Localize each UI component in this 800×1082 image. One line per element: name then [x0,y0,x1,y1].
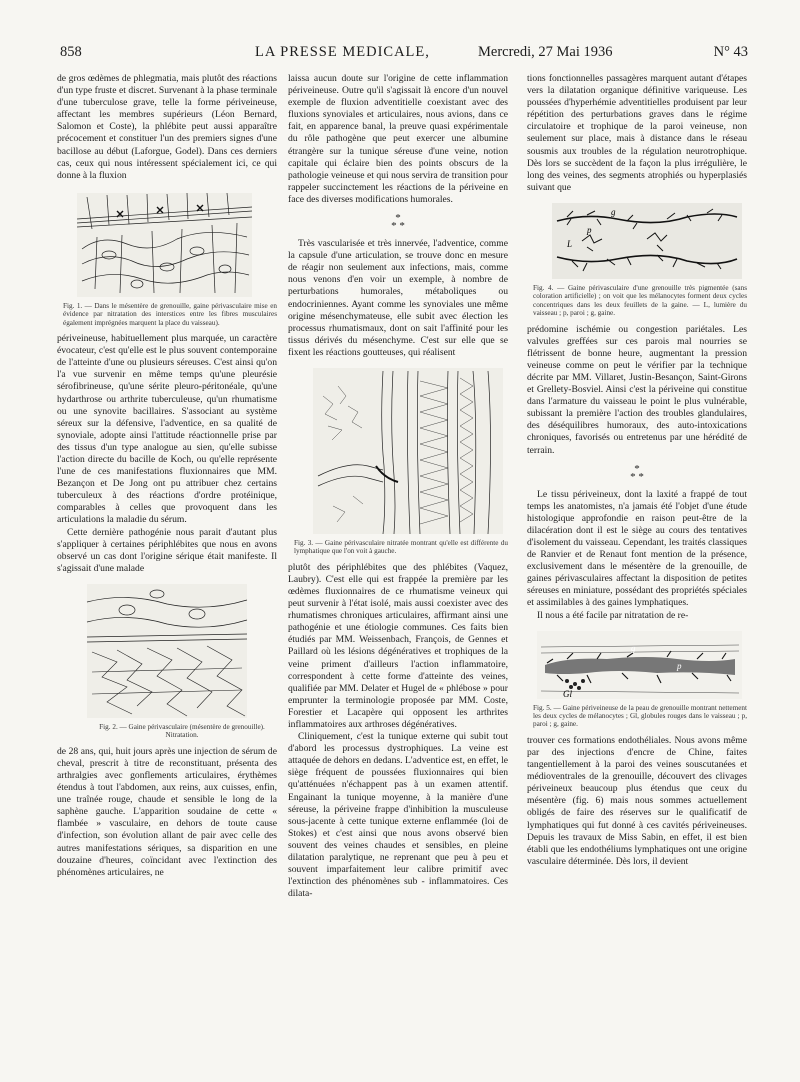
page-header [60,44,748,66]
section-separator: * * * [630,462,644,483]
figure-3-caption: Fig. 3. — Gaine périvasculaire nitratée montrant qu'elle est différente du lymphatique que l'on voit à gauche. [294,538,508,556]
figure-5 [527,629,747,729]
figure-5-label-p: p [677,660,682,671]
paragraph: périveineuse, habituellement plus marquée, un caractère évocateur, c'est qu'elle est le plus souvent contemporaine de l'atteinte d'une ou plusieurs séreuses. C'est ainsi qu'on l'a vue survenir en même temps qu'une pleurésie sérofibrineuse, qu'une sérite pleuro-péritonéale, qu'une hydarthrose ou arthrite tuberculeuse, qu'un rhumatisme ou une synovite bacillaires. S'associant au système séreux sur la défensive, l'adventice, en sa qualité de synoviale, adopte ainsi l'attitude réactionnelle prise par des tissus d'un type analogue au sien, qu'elle subisse l'action directe du bacille de Koch, ou qu'elle représente l'une de ces manifestations fluxionnaires que MM. Bezançon et De Jong ont pu attribuer chez certains tuberculeux à des réactions d'ordre protéinique, comparables à celles que provoquent dans les articulations la maladie du sérum. [57,333,277,526]
figure-3 [288,366,508,556]
figure-3-illustration [288,366,508,536]
figure-4-illustration [527,201,747,281]
paragraph: Il nous a été facile par nitratation de re- [537,609,689,621]
figure-4-label-g: g [611,206,616,217]
paragraph: laissa aucun doute sur l'origine de cette inflammation périveineuse. Outre qu'il s'agissait là encore d'un nouvel exemple de fluxion adventitielle coexistant avec des fluxions synoviales et articulaires, nous avions, dans ce fait, en apparence banal, la preuve quasi expérimentale du rôle pathogène que peut exercer une albumine étrangère sur la tunique séreuse d'une veine, notion capitale qui éclaire bien des points obscurs de la pathologie veineuse et qui nous servira de transition pour rappeler succinctement les réactions de la périveine en face des diverses modifications humorales. [288,73,508,205]
figure-2 [57,582,277,740]
journal-title: LA PRESSE MEDICALE, [255,44,430,60]
figure-5-label-g: g [631,642,636,653]
figure-4-caption: Fig. 4. — Gaine périvasculaire d'une grenouille très pigmentée (sans coloration artificielle) ; on voit que les mélanocytes forment deux cycles concentriques dans les deux feuillets de la gaine. — L, lumière du vaisseau ; p, paroi ; g, gaine. [533,283,747,318]
paragraph: de 28 ans, qui, huit jours après une injection de sérum de cheval, prescrit à titre de reconstituant, présenta des arthralgies avec gonflements articulaires, érythèmes étendus à tout l'abdomen, aux reins, aux cuisses, enfin, une traînée rouge, chaude et sensible le long de la saphène gauche. L'apparition soudaine de cette « flambée » vasculaire, en dehors de toute cause d'infection, son évolution allant de pair avec celle des autres manifestations sériques, sa disparition en une douzaine d'heures, coïncidant avec l'extinction des phénomènes articulaires, ne [57,745,277,878]
paragraph: prédomine ischémie ou congestion pariétales. Les valvules greffées sur ces parois mal nourries se flétrissent de bonne heure, augmentant la pression veineuse comme on peut le vérifier par la technique décrite par MM. Villaret, Justin-Besançon, Saint-Girons et Grellety-Bosviel. Ainsi c'est la périveine qui constitue dans l'armature du vaisseau le point le plus vulnérable, subissant la première l'action des troubles glandulaires, des déséquilibres humoraux, des auto-intoxications chroniques, favorisés ou entretenus par une hérédité de terrain. [527,323,747,456]
figure-1-caption: Fig. 1. — Dans le mésentère de grenouille, gaine périvasculaire mise en évidence par nitratation des interstices entre les fibres musculaires également imprégnées marquent la place du vaisseau). [63,301,277,327]
figure-5-illustration [527,629,747,701]
paragraph: Très vascularisée et très innervée, l'adventice, comme la capsule d'une articulation, se trouve donc en mesure de réagir non seulement aux infections, mais, comme nous venons d'en voir un exemple, à nombre de perturbations humorales, métaboliques ou endocriniennes. Ayant comme les synoviales une même origine mésenchymateuse, elle subit avec élection les processus rhumatismaux, dont on sait l'affinité pour les tissus dérivés du mésenchyme. C'est sur elle que se fixent les réactions goutteuses, qui réalisent [288,238,508,358]
figure-2-illustration [57,582,257,720]
paragraph: trouver ces formations endothéliales. Nous avons même par des injections d'encre de Chine, faites tangentiellement à la paroi des veines souscutanées et médioventrales de la grenouille, découvert des clivages périveineux beaucoup plus étendus que ceux du mésentère (fig. 6) mais nous sommes actuellement obligés de faire des réserves sur le qualificatif de lymphatiques qui fut donné à ces cavités périveineuses. Depuis les travaux de Miss Sabin, en effet, il est bien établi que les endothéliums lymphatiques ont une origine vasculaire déterminée. Dès lors, il devient [527,734,747,867]
section-separator: * * * [391,212,405,233]
paragraph: tions fonctionnelles passagères marquent autant d'étapes vers la dilatation organique définitive variqueuse. Les poussées d'hyperhémie adventitielles produisent par leur répétition des perturbations graves dans le régime circulatoire et trophique de la paroi veineuse, non seulement sur place, mais à distance dans le réseau sousmis aux troubles de la régulation neurotrophique. Dès lors se succèdent de la façon la plus irrégulière, le long des veines, des segments atrophiés ou hyperplasiés suivant que [527,73,747,193]
column-1 [57,73,277,879]
figure-5-label-gl: Gl [563,688,572,699]
column-2 [288,73,508,900]
figure-4-label-p: p [587,224,592,235]
figure-1-illustration [57,189,257,299]
figure-2-caption: Fig. 2. — Gaine périvasculaire (mésentère de grenouille). Nitratation. [99,722,265,740]
paragraph: Le tissu périveineux, dont la laxité a frappé de tout temps les anatomistes, n'a jamais été l'objet d'une étude histologique approfondie en raison peut-être de la dilacération dont il est le siège au cours des tentatives d'isolement du vaisseau. Cependant, les traités classiques de Ranvier et de Renaut font mention de la présence, exclusivement dans le mésentère de la grenouille, de gaines périvasculaires affectant la disposition de petites séreuses en miniature, possédant des propriétés spéciales et assimilables à des gaines lymphatiques. [527,488,747,609]
figure-1 [57,189,277,327]
figure-4-label-l: L [567,238,573,249]
figure-5-caption: Fig. 5. — Gaine périveineuse de la peau de grenouille montrant nettement les deux cycles de mélanocytes ; Gl, globules rouges dans le vaisseau ; p, paroi ; g, gaine. [533,703,747,729]
paragraph: plutôt des périphlébites que des phlébites (Vaquez, Laubry). C'est elle qui est frappée la première par les œdèmes fluxionnaires de ce rhumatisme veineux qui peut survenir à l'état isolé, mais aussi coexister avec des rhumatismes chroniques articulaires, affirmant ainsi une pathogénie et une étiologie communes. Ces faits bien étudiés par MM. Weissenbach, François, de Gennes et Paillard où les lésions dégénératives et trophiques de la veine priment d'ailleurs l'action inflammatoire, correspondent à cette forme d'atteinte des veines, qualifiée par MM. Delater et Hugel de « phlébose » pour emprunter la terminologie proposée par MM. Coste, Forestier et Lacapère qui opposent les arthrites inflammatoires aux arthroses dégénératives. [288,561,508,730]
paragraph: Cette dernière pathogénie nous parait d'autant plus s'appliquer à certaines périphlébites que nous en avons observé un cas dont l'origine sérique était manifeste. Il s'agissait d'une malade [57,526,277,574]
paragraph: de gros œdèmes de phlegmatia, mais plutôt des réactions d'un type fruste et discret. Survenant à la phase terminale d'une tuberculose grave, telle la forme périveineuse, affectant les membres supérieurs (Léon Bernard, Salomon et Coste), la phlébite peut aussi apparaître précocement et constituer l'un des premiers signes d'une bacillose au début (Laforgue, Godel). Dans ces derniers cas, ceux qui nous intéressent spécialement ici, ce qui donne à la fluxion [57,73,277,181]
paragraph: Cliniquement, c'est la tunique externe qui subit tout d'abord les processus dystrophiques. La veine est attaquée de dehors en dedans. L'adventice est, en effet, le siège fréquent de poussées fluxionnaires qui bien qu'atténuées n'échappent pas à un examen attentif. Engainant la tunique moyenne, à la manière d'une séreuse, la périveine frappe d'inhibition la musculeuse sous-jacente à cette tunique externe enflammée (loi de Stokes) et c'est ainsi que nous avons observé bien souvent des veines chaudes et sensibles, en pleine dilatation paralytique, ne reprenant que peu à peu et souvent imparfaitement leur calibre primitif avec l'extinction des phénomènes sub - inflammatoires. Ces dilata- [288,731,508,900]
issue-number: N° 43 [713,44,748,60]
column-3 [527,73,747,868]
page-number: 858 [60,44,82,60]
figure-4 [527,201,747,318]
issue-date: Mercredi, 27 Mai 1936 [478,44,613,60]
